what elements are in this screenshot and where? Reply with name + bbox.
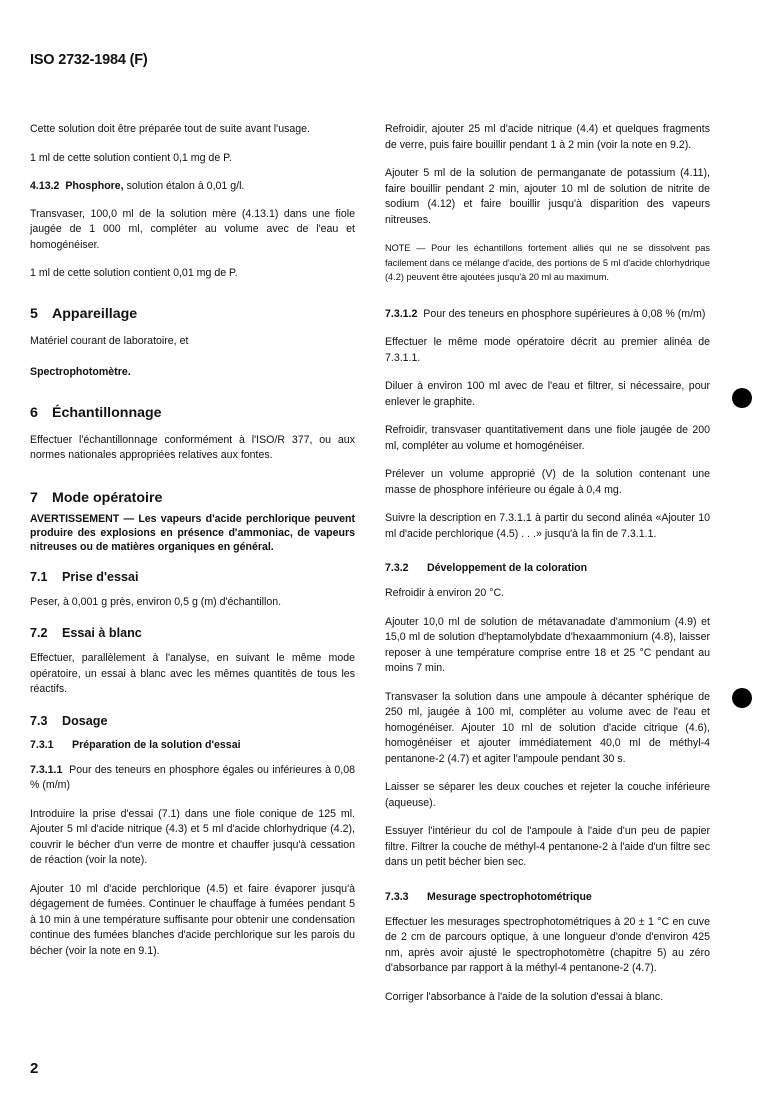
paragraph: Effectuer le même mode opératoire décrit au premier alinéa de 7.3.1.1. — [385, 336, 710, 364]
section-heading-7 — [30, 490, 355, 506]
clause-number: 7.3.1.2 — [385, 307, 418, 320]
section-heading-7-3 — [30, 714, 355, 728]
clause-title-rest: solution étalon à 0,01 g/l. — [123, 180, 245, 192]
clause-number: 7.3.1.1 — [30, 763, 63, 776]
paragraph: Refroidir à environ 20 °C. — [385, 587, 505, 599]
paragraph: Prélever un volume approprié (V) de la solution contenant une masse de phosphore inférieure ou égale à 0,4 mg. — [385, 468, 710, 496]
paragraph: Peser, à 0,001 g près, environ 0,5 g (m) d'échantillon. — [30, 595, 282, 608]
warning-text: AVERTISSEMENT — Les vapeurs d'acide perchlorique peuvent produire des explosions en présence d'ammoniac, de vapeurs nitreuses ou de matières organiques en général. — [30, 512, 355, 553]
clause-title: Phosphore, — [65, 180, 124, 192]
paragraph: Effectuer les mesurages spectrophotométriques à 20 ± 1 °C en cuve de 2 cm de parcours optique, à une longueur d'onde d'environ 425 nm, après avoir ajusté le spectrophotomètre (chapitre 5) au zéro d'absorbance par rapport à la méthyl-4 pentanone-2 (4.7). — [385, 915, 710, 974]
section-number: 7.3.3 — [385, 890, 409, 903]
paragraph: 1 ml de cette solution contient 0,01 mg de P. — [30, 267, 238, 279]
paragraph: Ajouter 10,0 ml de solution de métavanadate d'ammonium (4.9) et 15,0 ml de solution d'heptamolybdate d'hexaammonium (4.8), laisser reposer à une température comprise entre 18 et 25 °C pendant au moins 7 min. — [385, 615, 710, 674]
section-title: Essai à blanc — [62, 626, 142, 640]
paragraph: Corriger l'absorbance à l'aide de la solution d'essai à blanc. — [385, 990, 664, 1003]
section-title: Échantillonnage — [52, 404, 162, 421]
binding-hole-dot-lower — [732, 688, 752, 708]
section-number: 7 — [30, 489, 38, 506]
section-heading-7-3-3 — [385, 891, 710, 903]
right-column — [385, 122, 710, 1018]
section-title: Dosage — [62, 713, 108, 728]
paragraph: Spectrophotomètre. — [30, 366, 131, 378]
binding-hole-dot-upper — [732, 388, 752, 408]
paragraph: Effectuer, parallèlement à l'analyse, en suivant le même mode opératoire, un essai à blanc avec les mêmes quantités de tous les réactifs. — [30, 652, 355, 695]
section-number: 7.1 — [30, 569, 48, 584]
paragraph: Cette solution doit être préparée tout de suite avant l'usage. — [30, 123, 310, 135]
paragraph: Essuyer l'intérieur du col de l'ampoule à l'aide d'un peu de papier filtre. Filtrer la couche de méthyl-4 pentanone-2 à l'aide d'un filtre sec dans un petit bécher bien sec. — [385, 825, 710, 868]
left-column — [30, 122, 355, 972]
paragraph: Refroidir, transvaser quantitativement dans une fiole jaugée de 200 ml, compléter au volume et homogénéiser. — [385, 424, 710, 452]
section-title: Appareillage — [52, 305, 138, 322]
clause-number: 4.13.2 — [30, 180, 60, 192]
section-heading-7-1 — [30, 570, 355, 584]
note-text: NOTE — Pour les échantillons fortement alliés qui ne se dissolvent pas facilement dans ce mélange d'acide, des portions de 5 ml d'acide chlorhydrique (4.2) peuvent être ajoutées jusqu'à 20 ml au maximum. — [385, 243, 710, 282]
paragraph: Refroidir, ajouter 25 ml d'acide nitrique (4.4) et quelques fragments de verre, puis faire bouillir pendant 1 à 2 min (voir la note en 9.2). — [385, 123, 710, 151]
paragraph: Ajouter 10 ml d'acide perchlorique (4.5) et faire évaporer jusqu'à dégagement de fumées. Continuer le chauffage à fumées pendant 5 à 10 min à une température suffisante pour obtenir une condensation continue des fumées blanches d'acide perchlorique sur les parois du bécher (voir la note en 9.1). — [30, 882, 355, 957]
paragraph: Matériel courant de laboratoire, et — [30, 334, 189, 347]
paragraph: Transvaser la solution dans une ampoule à décanter sphérique de 250 ml, jaugée à 100 ml, compléter au volume avec de l'eau et homogénéiser. Ajouter 10 ml de solution d'acide citrique (4.6), homogénéiser et ajouter immédiatement 40,0 ml de méthyl-4 pentanone-2 (4.7) et agiter l'ampoule pendant 30 s. — [385, 690, 710, 765]
clause-text: Pour des teneurs en phosphore supérieures à 0,08 % (m/m) — [423, 307, 706, 320]
paragraph: Diluer à environ 100 ml avec de l'eau et filtrer, si nécessaire, pour enlever le graphite. — [385, 380, 710, 408]
section-heading-7-3-1 — [30, 739, 355, 751]
paragraph: Introduire la prise d'essai (7.1) dans une fiole conique de 125 ml. Ajouter 5 ml d'acide nitrique (4.3) et 5 ml d'acide chlorhydrique (4.2), couvrir le bécher d'un verre de montre et chauffer jusqu'à cessation de réaction (voir la note). — [30, 807, 355, 866]
document-header: ISO 2732-1984 (F) — [30, 52, 148, 68]
paragraph: Ajouter 5 ml de la solution de permanganate de potassium (4.11), faire bouillir pendant 2 min, ajouter 10 ml de solution de nitrite de sodium (4.12) et faire bouillir jusqu'à disparition des vapeurs nitreuses. — [385, 167, 710, 226]
paragraph: 1 ml de cette solution contient 0,1 mg de P. — [30, 151, 232, 164]
clause-4-13-2 — [30, 179, 355, 195]
section-title: Développement de la coloration — [427, 562, 588, 574]
section-number: 5 — [30, 305, 38, 322]
paragraph: Transvaser, 100,0 ml de la solution mère (4.13.1) dans une fiole jaugée de 1 000 ml, compléter au volume avec de l'eau et homogénéiser. — [30, 207, 355, 251]
section-heading-5 — [30, 306, 355, 322]
paragraph: Effectuer l'échantillonnage conformément à l'ISO/R 377, ou aux normes nationales appropriées relatives aux fontes. — [30, 433, 355, 461]
paragraph: Suivre la description en 7.3.1.1 à partir du second alinéa «Ajouter 10 ml d'acide perchlorique (4.5) . . .» jusqu'à la fin de 7.3.1.1. — [385, 512, 710, 540]
section-number: 7.3.2 — [385, 562, 409, 574]
section-heading-7-3-2 — [385, 562, 710, 574]
section-number: 7.3.1 — [30, 738, 54, 751]
clause-7-3-1-2 — [385, 307, 710, 323]
page-number: 2 — [30, 1060, 39, 1077]
section-heading-6 — [30, 405, 355, 421]
section-title: Mode opératoire — [52, 489, 163, 506]
section-number: 7.3 — [30, 713, 48, 728]
section-number: 7.2 — [30, 626, 48, 640]
section-title: Prise d'essai — [62, 569, 139, 584]
clause-7-3-1-1 — [30, 763, 355, 794]
paragraph: Laisser se séparer les deux couches et rejeter la couche inférieure (aqueuse). — [385, 781, 710, 809]
section-title: Mesurage spectrophotométrique — [427, 890, 592, 903]
clause-text: Pour des teneurs en phosphore égales ou inférieures à 0,08 % (m/m) — [30, 763, 356, 791]
section-heading-7-2 — [30, 626, 355, 640]
section-title: Préparation de la solution d'essai — [72, 738, 241, 751]
section-number: 6 — [30, 404, 38, 421]
